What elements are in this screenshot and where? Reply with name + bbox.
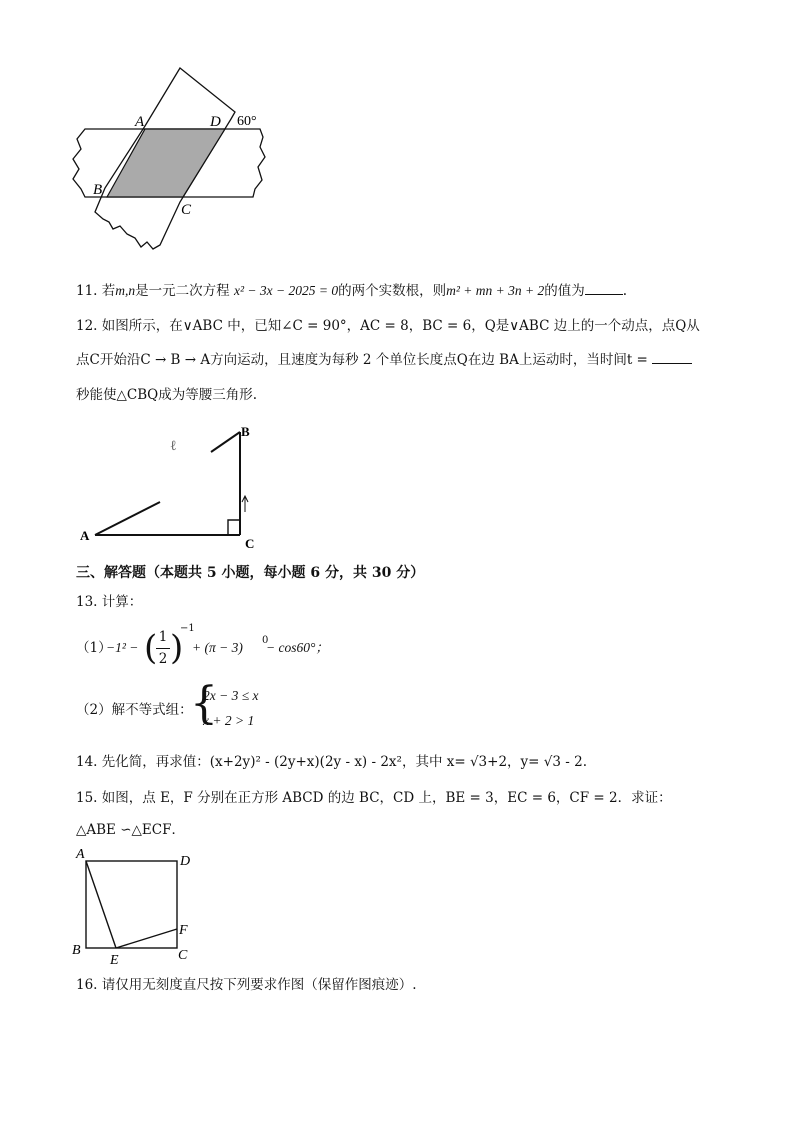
motion-arrow-icon [242,496,248,512]
question-15-line-2 [76,820,185,840]
q15-number: 15. [76,790,98,806]
label-A: A [76,847,85,862]
question-16 [76,975,417,995]
label-D: D [180,854,191,869]
q16-number: 16. [76,977,98,993]
q14-text: 先化简，再求值：(x+2y)² - (2y+x)(2y - x) - 2x²，其中 x= √3+2，y= √3 - 2. [101,754,587,770]
q13-exponent: −1 [180,623,195,634]
label-A: A [80,528,90,543]
q12-line-1-text: 如图所示，在∨ABC 中，已知∠C = 90°，AC = 8，BC = 6，Q是∨ABC 边上的一个动点，点Q从 [101,318,700,334]
q13-frac-den: 2 [158,651,168,667]
q15-line-2-text: △ABE ∽△ECF． [76,822,185,838]
q13-p1-exp0: 0 [262,635,269,646]
q12-line-3-text: 秒能使△CBQ成为等腰三角形. [76,387,257,403]
label-C: C [245,536,255,551]
q11-text-3: 的两个实数根，则 [338,283,447,299]
q12-answer-blank[interactable] [652,363,692,364]
q13-number: 13. [76,594,98,610]
question-12-line-1 [76,316,700,336]
q14-number: 14. [76,754,98,770]
q13-system-brace: { [190,678,218,729]
label-C: C [178,948,188,963]
section-3-heading: 三、解答题（本题共 5 小题，每小题 6 分，共 30 分） [76,565,425,581]
label-C: C [181,202,192,218]
q11-expression: m² + mn + 3n + 2 [446,283,545,298]
q11-text-2: 是一元二次方程 [135,283,230,299]
right-angle-mark [228,520,240,535]
q15-line-1-text: 如图，点 E，F 分别在正方形 ABCD 的边 BC，CD 上，BE = 3，EC = 6，CF = 2．求证： [101,790,672,806]
q11-mn: m,n [115,283,136,298]
q13-paren-right: ) [170,628,184,668]
q11-answer-blank[interactable] [585,294,623,295]
label-B: B [72,943,81,958]
question-13-title [76,592,142,612]
q13-paren-left: ( [144,628,158,668]
label-E: E [110,953,119,968]
label-B: B [93,182,103,198]
q16-text: 请仅用无刻度直尺按下列要求作图（保留作图痕迹）. [101,977,417,993]
q11-number: 11. [76,283,98,299]
label-A: A [135,114,145,130]
svg-text:ℓ: ℓ [170,439,177,454]
q13-p1-end: − cos60°； [266,640,329,655]
label-B: B [241,424,250,439]
q13-p2-label: （2）解不等式组： [76,702,193,718]
q11-text-1: 若 [101,283,116,299]
q11-end: . [622,283,628,299]
figure-square-abcd [68,843,198,968]
shaded-parallelogram [107,129,225,197]
q13-inequality-2: x + 2 > 1 [203,713,255,728]
q12-number: 12. [76,318,98,334]
question-11 [76,281,627,301]
q13-frac-num: 1 [158,629,168,645]
label-D: D [210,114,221,130]
q13-p1-mid: + (π − 3) [192,640,243,655]
q12-line-2-text: 点C开始沿C → B → A方向运动，且速度为每秒 2 个单位长度点Q在边 BA上运动时，当时间t = [76,352,648,368]
question-12-line-2 [76,350,692,370]
figure-right-triangle [75,422,275,552]
q13-inequality-1: 2x − 3 ≤ x [203,688,259,703]
figure-strip-parallelogram [65,62,275,262]
q13-p1-start: −1² − [106,640,139,655]
question-12-line-3 [76,385,257,405]
q13-title: 计算： [101,594,143,610]
q11-text-4: 的值为 [544,283,585,299]
question-15-line-1 [76,788,672,808]
label-60deg: 60° [237,114,257,129]
q11-equation: x² − 3x − 2025 = 0 [233,283,339,298]
question-14 [76,752,587,772]
q13-p1-label: （1） [76,640,112,656]
label-F: F [179,923,188,938]
